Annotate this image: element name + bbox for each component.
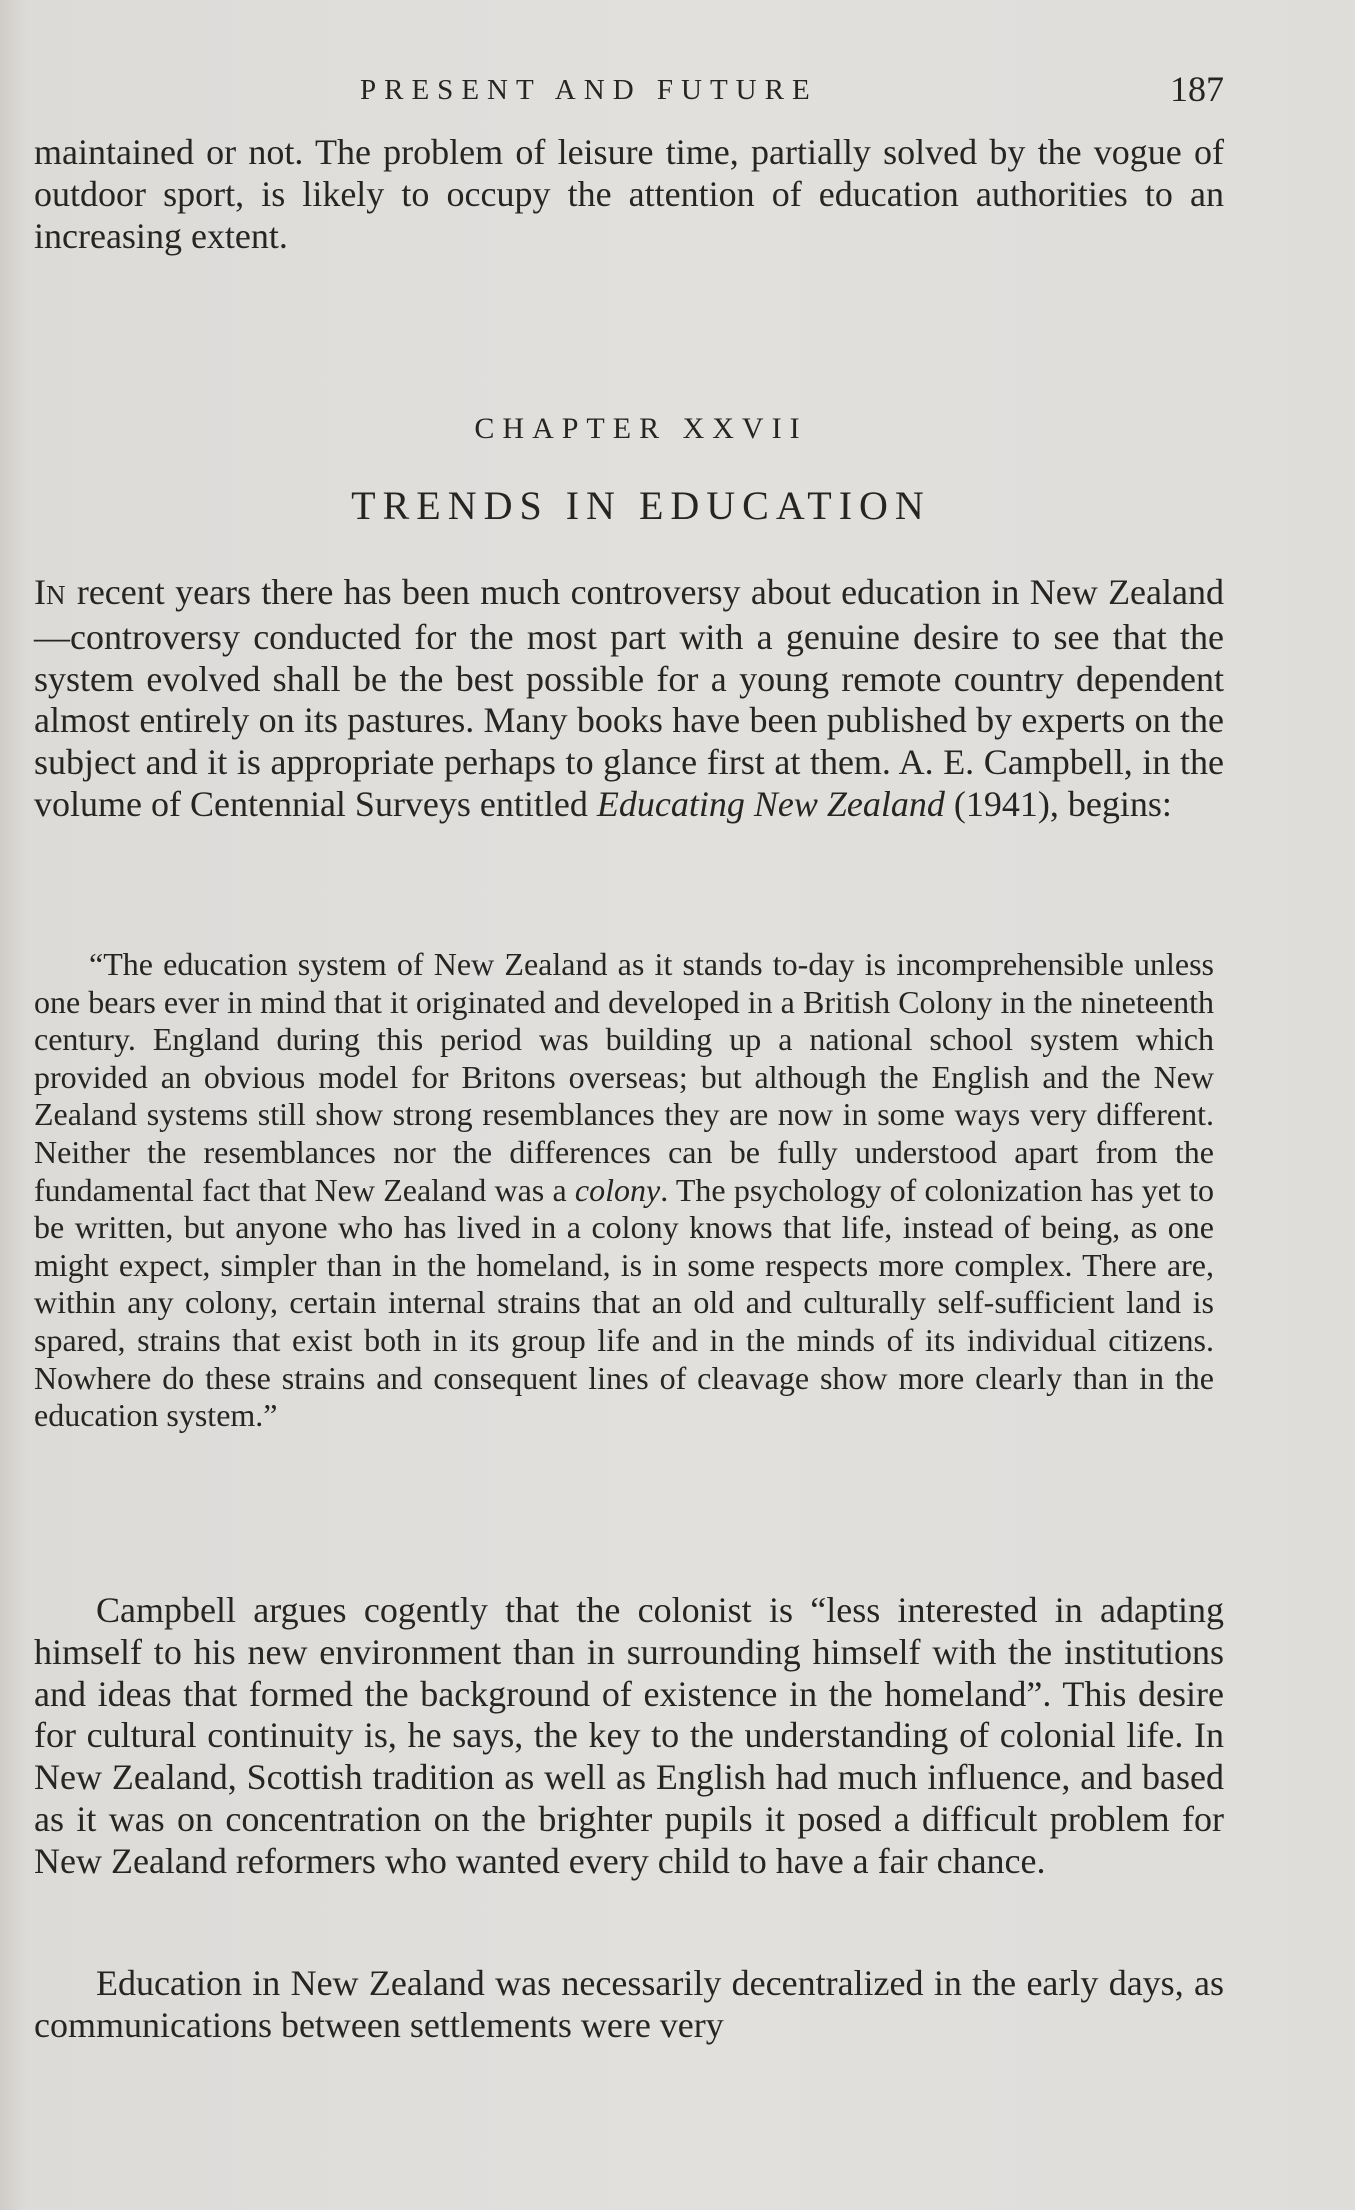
block-quotation [34, 946, 1214, 1435]
running-head: PRESENT AND FUTURE [360, 74, 818, 106]
education-paragraph: Education in New Zealand was necessarily decentralized in the early days, as communications between settlements were very [34, 1963, 1224, 2045]
quotation-text-end: . The psychology of colonization has yet to be written, but anyone who has lived in a colony knows that life, instead of being, as one might expect, simpler than in the homeland, is in some respects more complex. There are, within any colony, certain internal strains that an old and culturally self-sufficient land is spared, strains that exist both in its group life and in the minds of its individual citizens. Nowhere do these strains and consequent lines of cleavage show more clearly than in the education system.” [34, 1171, 1215, 1434]
intro-paragraph [34, 572, 1224, 826]
intro-text-end: (1941), begins: [944, 783, 1172, 824]
chapter-title: TRENDS IN EDUCATION [351, 483, 931, 528]
chapter-label: CHAPTER XXVII [474, 412, 808, 445]
page-header [34, 69, 1224, 114]
campbell-paragraph: Campbell argues cogently that the colonist is “less interested in adapting himself to his new environment than in surrounding himself with the institutions and ideas that formed the background of existence in the homeland”. This desire for cultural continuity is, he says, the key to the understanding of colonial life. In New Zealand, Scottish tradition as well as English had much influence, and based as it was on concentration on the brighter pupils it posed a difficult problem for New Zealand reformers who wanted every child to have a fair chance. [34, 1590, 1224, 1881]
dropcap-letter: I [34, 572, 46, 612]
book-title: Educating New Zealand [596, 783, 945, 824]
intro-text: recent years there has been much controversy about education in New Zealand—controversy conducted for the most part with a genuine desire to see that the system evolved shall be the best possible for a young remote country dependent almost entirely on its pastures. Many books have been published by experts on the subject and it is appropriate perhaps to glance first at them. A. E. Campbell, in the volume of Centennial Surveys entitled [34, 572, 1224, 824]
quotation-emphasis: colony [574, 1171, 661, 1208]
page-number: 187 [1170, 69, 1224, 109]
quotation-text: “The education system of New Zealand as it stands to-day is incomprehensible unless one bears ever in mind that it originated and developed in a British Colony in the nineteenth century. England during this period was building up a national school system which provided an obvious model for Britons overseas; but although the English and the New Zealand systems still show strong resemblances they are now in some ways very different. Neither the resemblances nor the differences can be fully understood apart from the fundamental fact that New Zealand was a [34, 946, 1214, 1208]
smallcaps-letter: N [46, 580, 67, 610]
continuation-paragraph: maintained or not. The problem of leisure time, partially solved by the vogue of outdoor sport, is likely to occupy the attention of education authorities to an increasing extent. [34, 132, 1224, 256]
